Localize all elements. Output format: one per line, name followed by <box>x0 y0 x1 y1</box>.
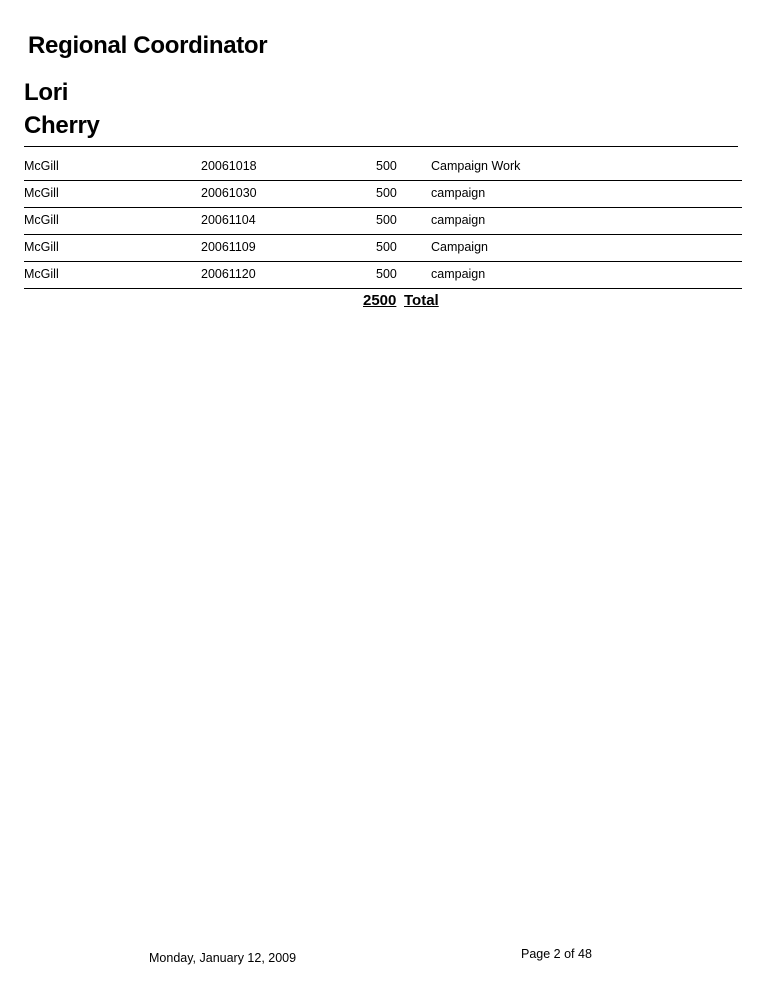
row-name: McGill <box>24 159 59 173</box>
person-last-name: Cherry <box>24 112 100 139</box>
row-description: campaign <box>431 267 486 281</box>
report-title: Regional Coordinator <box>28 32 268 59</box>
list-item <box>24 235 742 262</box>
row-amount: 500 <box>376 186 397 200</box>
row-name: McGill <box>24 213 59 227</box>
row-description: campaign <box>431 186 486 200</box>
row-description: campaign <box>431 213 486 227</box>
row-amount: 500 <box>376 213 397 227</box>
row-name: McGill <box>24 267 59 281</box>
list-item <box>24 181 742 208</box>
page-number: Page 2 of 48 <box>521 947 592 961</box>
list-item <box>24 154 742 181</box>
footer-date: Monday, January 12, 2009 <box>149 951 297 965</box>
row-description: Campaign <box>431 240 488 254</box>
contribution-list <box>24 154 742 289</box>
person-first-name: Lori <box>24 79 69 106</box>
row-date: 20061120 <box>201 267 256 281</box>
row-date: 20061109 <box>201 240 256 254</box>
total-label: Total <box>404 292 439 309</box>
row-amount: 500 <box>376 240 397 254</box>
row-amount: 500 <box>376 159 397 173</box>
list-item <box>24 262 742 289</box>
total-amount: 2500 <box>363 292 397 309</box>
row-name: McGill <box>24 186 59 200</box>
row-name: McGill <box>24 240 59 254</box>
list-item <box>24 208 742 235</box>
row-description: Campaign Work <box>431 159 521 173</box>
header-divider <box>24 146 738 147</box>
row-date: 20061018 <box>201 159 257 173</box>
row-date: 20061104 <box>201 213 256 227</box>
row-date: 20061030 <box>201 186 257 200</box>
row-amount: 500 <box>376 267 397 281</box>
